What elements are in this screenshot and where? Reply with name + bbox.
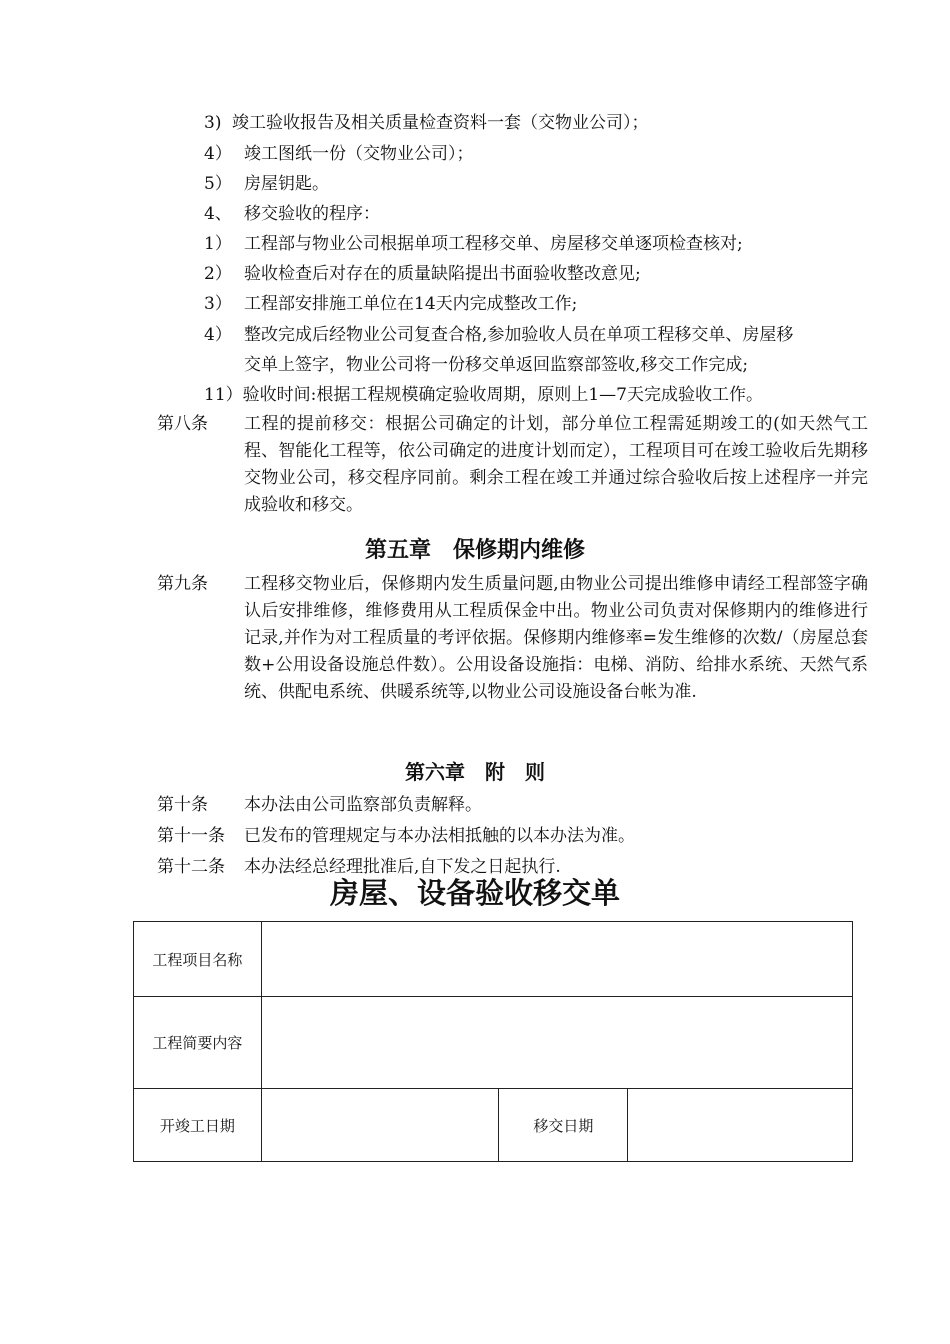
article-text: 工程移交物业后，保修期内发生质量问题,由物业公司提出维修申请经工程部签字确认后安排维修，维修费用从工程质保金中出。物业公司负责对保修期内的维修进行记录,并作为对工程质量的考评依据。保修期内维修率=发生维修的次数/（房屋总套数+公用设备设施总件数）。公用设备设施指：电梯、消防、给排水系统、天然气系统、供配电系统、供暖系统等,以物业公司设施设备台帐为准. <box>244 574 868 702</box>
article-label: 第十一条 <box>157 826 225 846</box>
list-item-label: 1） <box>204 234 232 254</box>
project-name-label: 工程项目名称 <box>134 922 262 997</box>
article-text: 已发布的管理规定与本办法相抵触的以本办法为准。 <box>244 826 635 846</box>
chapter-heading: 第五章 保修期内维修 <box>364 538 585 563</box>
article-label: 第九条 <box>157 574 208 594</box>
summary-label: 工程简要内容 <box>134 997 262 1089</box>
article-text: 本办法经总经理批准后,自下发之日起执行. <box>244 857 561 877</box>
list-item-text: 竣工图纸一份（交物业公司）； <box>244 144 474 164</box>
article-label: 第十条 <box>157 795 208 815</box>
article-text: 本办法由公司监察部负责解释。 <box>244 795 482 815</box>
handover-date-field[interactable] <box>628 1089 853 1162</box>
article-9 <box>157 571 869 751</box>
list-item-label: 4、 <box>204 204 232 224</box>
list-item-label: 3) <box>204 113 222 133</box>
list-item-label: 2） <box>204 264 232 284</box>
handover-date-label: 移交日期 <box>499 1089 628 1162</box>
list-item-text: 移交验收的程序： <box>244 204 380 224</box>
list-item-text: 11）验收时间:根据工程规模确定验收周期，原则上1—7天完成验收工作。 <box>204 385 763 405</box>
project-name-field[interactable] <box>261 922 852 997</box>
summary-field[interactable] <box>261 997 852 1089</box>
list-item-label: 3） <box>204 294 232 314</box>
chapter-heading: 第六章 附 则 <box>405 760 545 784</box>
article-label: 第八条 <box>157 414 208 434</box>
handover-form <box>133 921 853 1162</box>
form-title: 房屋、设备验收移交单 <box>329 876 620 910</box>
list-item-text: 验收检查后对存在的质量缺陷提出书面验收整改意见; <box>244 264 641 284</box>
list-item-text: 竣工验收报告及相关质量检查资料一套（交物业公司）； <box>232 113 649 133</box>
dates-field[interactable] <box>261 1089 499 1162</box>
list-item-text: 整改完成后经物业公司复查合格,参加验收人员在单项工程移交单、房屋移 <box>244 325 794 345</box>
list-item-text: 工程部安排施工单位在14天内完成整改工作; <box>244 294 578 314</box>
dates-label: 开竣工日期 <box>134 1089 262 1162</box>
list-item-text: 交单上签字，物业公司将一份移交单返回监察部签收,移交工作完成; <box>244 355 749 375</box>
list-item-text: 房屋钥匙。 <box>244 174 329 194</box>
list-item-label: 4） <box>204 144 232 164</box>
article-8 <box>157 411 869 521</box>
list-item-label: 4） <box>204 325 232 345</box>
list-item-continuation <box>244 355 748 375</box>
article-label: 第十二条 <box>157 857 225 877</box>
list-item-label: 5） <box>204 174 232 194</box>
list-item-text: 工程部与物业公司根据单项工程移交单、房屋移交单逐项检查核对; <box>244 234 743 254</box>
list-item <box>204 385 763 405</box>
article-text: 工程的提前移交：根据公司确定的计划，部分单位工程需延期竣工的(如天然气工程、智能化工程等，依公司确定的进度计划而定），工程项目可在竣工验收后先期移交物业公司，移交程序同前。剩余工程在竣工并通过综合验收后按上述程序一并完成验收和移交。 <box>244 414 868 515</box>
